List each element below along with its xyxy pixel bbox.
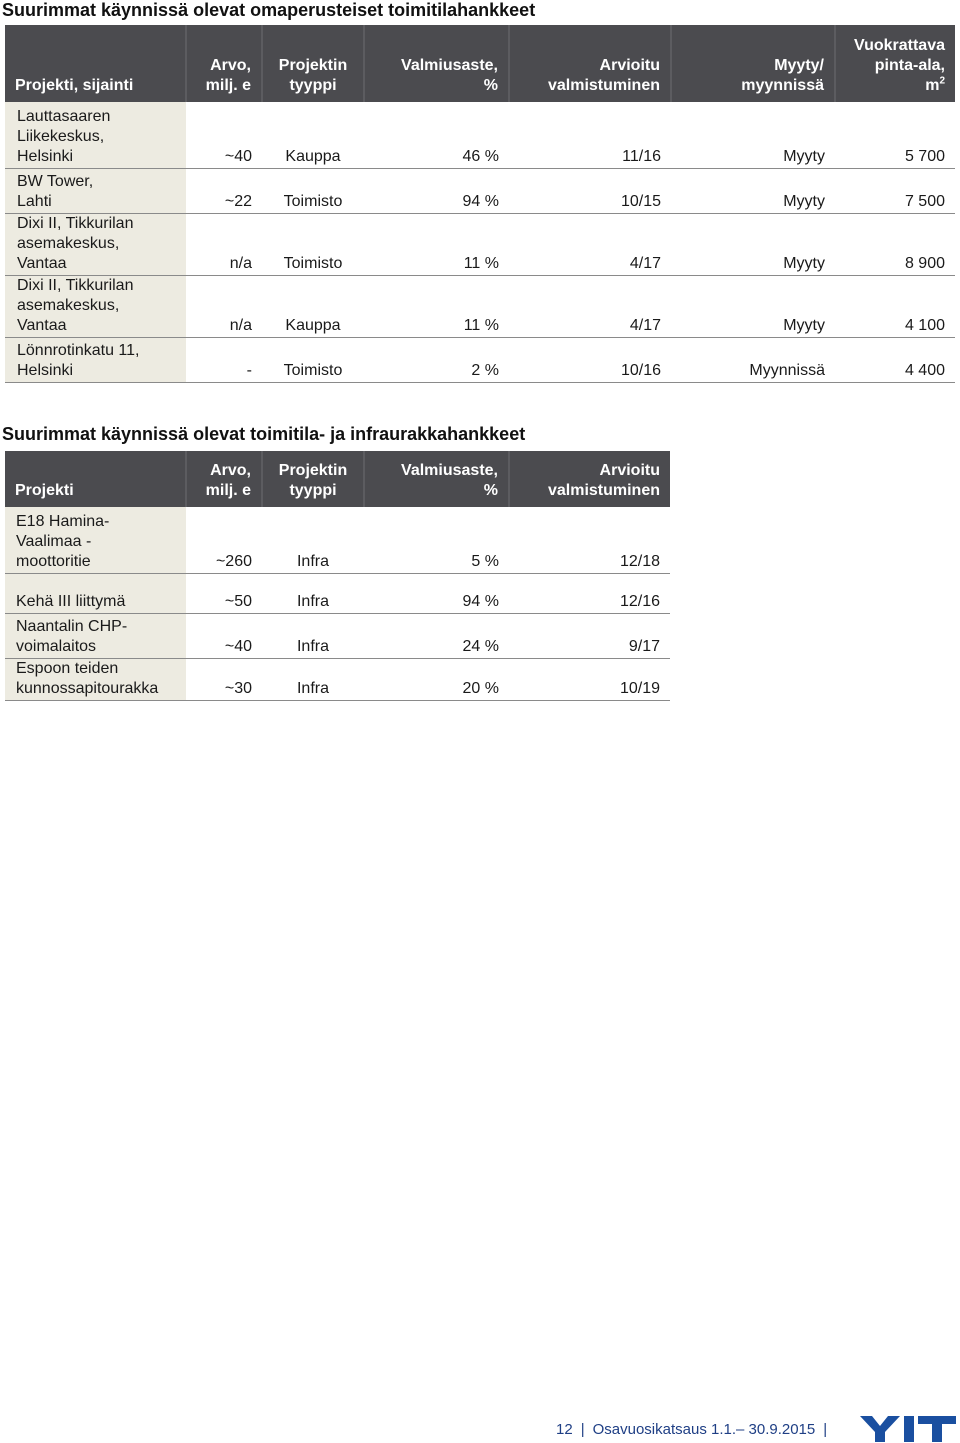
col-header-finish: Arvioitu valmistuminen [509,25,671,102]
table-row [5,658,670,700]
table-row [5,102,955,168]
project-name: Lönnrotinkatu 11, Helsinki [5,337,186,382]
col-header-value: Arvo, milj. e [186,25,262,102]
project-area: 4 400 [835,337,955,382]
project-finish: 9/17 [509,613,670,658]
project-finish: 12/18 [509,507,670,573]
project-value: ~40 [186,613,262,658]
table2-header-row [5,451,670,507]
project-type: Toimisto [262,337,364,382]
col-header-completion: Valmiusaste, % [364,25,509,102]
project-sold: Myynnissä [671,337,835,382]
project-type: Toimisto [262,213,364,275]
project-type: Infra [262,507,364,573]
project-value: ~50 [186,573,262,613]
project-value: n/a [186,275,262,337]
project-finish: 12/16 [509,573,670,613]
col-header-project: Projekti [5,451,186,507]
col-header-completion: Valmiusaste, % [364,451,509,507]
project-sold: Myyty [671,213,835,275]
table1-title: Suurimmat käynnissä olevat omaperusteiset toimitilahankkeet [2,0,536,20]
table-row [5,168,955,213]
project-value: n/a [186,213,262,275]
footer-separator: | [823,1420,828,1438]
table1-header-row [5,25,955,102]
project-value: ~30 [186,658,262,700]
project-sold: Myyty [671,275,835,337]
project-sold: Myyty [671,102,835,168]
project-type: Infra [262,658,364,700]
project-type: Kauppa [262,275,364,337]
project-name: Dixi II, Tikkurilan asemakeskus, Vantaa [5,213,186,275]
project-area: 5 700 [835,102,955,168]
project-completion: 11 % [364,275,509,337]
project-completion: 94 % [364,168,509,213]
project-finish: 10/15 [509,168,671,213]
project-finish: 11/16 [509,102,671,168]
project-value: ~260 [186,507,262,573]
project-completion: 2 % [364,337,509,382]
col-header-type: Projektin tyyppi [262,25,364,102]
col-header-area: Vuokrattava pinta-ala, $m^2$ [835,25,955,102]
col-header-project: Projekti, sijainti [5,25,186,102]
owner-projects-table [5,25,955,383]
col-header-type: Projektin tyyppi [262,451,364,507]
project-finish: 10/19 [509,658,670,700]
project-type: Infra [262,573,364,613]
project-value: - [186,337,262,382]
project-finish: 4/17 [509,213,671,275]
project-name: Dixi II, Tikkurilan asemakeskus, Vantaa [5,275,186,337]
project-finish: 4/17 [509,275,671,337]
contracting-projects-table [5,451,670,701]
table-row [5,337,955,382]
project-type: Infra [262,613,364,658]
page-number: 12 [556,1420,573,1438]
table2-title: Suurimmat käynnissä olevat toimitila- ja infraurakkahankkeet [2,424,526,444]
table-row [5,573,670,613]
table-row [5,507,670,573]
project-name: Lauttasaaren Liikekeskus, Helsinki [5,102,186,168]
project-name: E18 Hamina- Vaalimaa - moottoritie [5,507,186,573]
project-value: ~22 [186,168,262,213]
col-header-value: Arvo, milj. e [186,451,262,507]
col-header-sold: Myyty/ myynnissä [671,25,835,102]
project-completion: 46 % [364,102,509,168]
project-area: 7 500 [835,168,955,213]
col-header-finish: Arvioitu valmistuminen [509,451,670,507]
project-completion: 24 % [364,613,509,658]
project-type: Kauppa [262,102,364,168]
page-footer [556,1416,835,1442]
project-name: Naantalin CHP- voimalaitos [5,613,186,658]
project-completion: 11 % [364,213,509,275]
report-title: Osavuosikatsaus 1.1.– 30.9.2015 [592,1420,816,1438]
project-completion: 20 % [364,658,509,700]
project-value: ~40 [186,102,262,168]
table-row [5,213,955,275]
yit-logo [860,1416,956,1442]
project-sold: Myyty [671,168,835,213]
project-area: 4 100 [835,275,955,337]
table-row [5,275,955,337]
project-finish: 10/16 [509,337,671,382]
project-name: Kehä III liittymä [5,573,186,613]
project-completion: 5 % [364,507,509,573]
project-completion: 94 % [364,573,509,613]
project-type: Toimisto [262,168,364,213]
project-name: BW Tower, Lahti [5,168,186,213]
project-name: Espoon teiden kunnossapitourakka [5,658,186,700]
footer-separator: | [580,1420,585,1438]
table-row [5,613,670,658]
project-area: 8 900 [835,213,955,275]
